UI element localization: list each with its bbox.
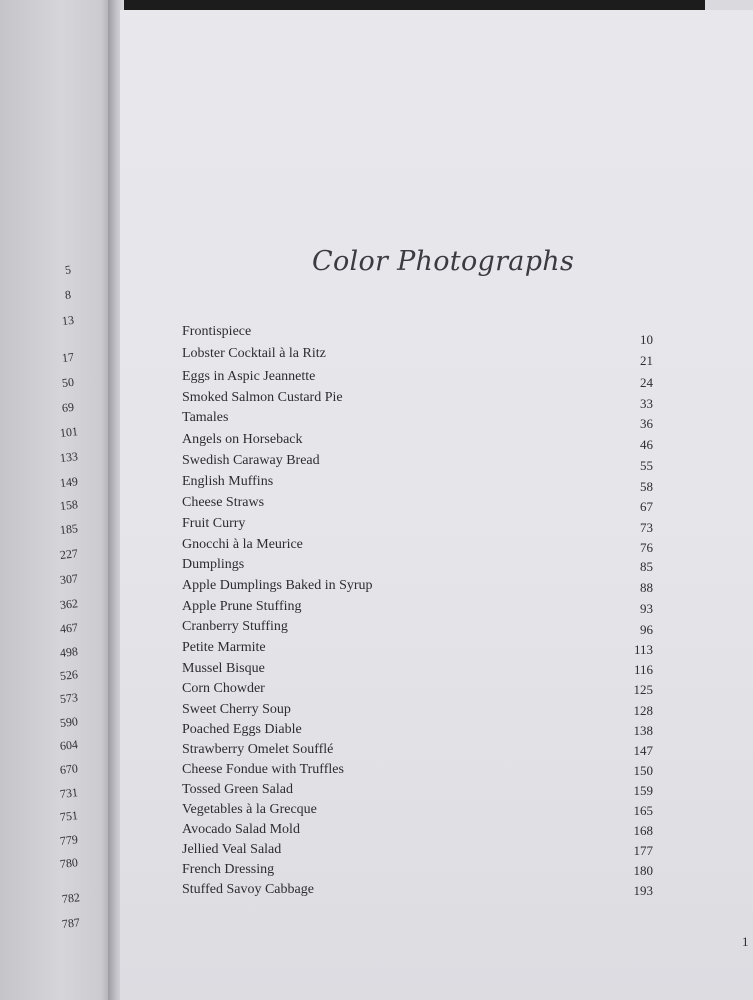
photo-entry-title: English Muffins bbox=[182, 474, 274, 489]
photo-entry-title: Sweet Cherry Soup bbox=[182, 702, 291, 717]
photo-entry-page: 10 bbox=[640, 332, 653, 347]
photo-entry-page: 33 bbox=[640, 396, 653, 411]
photo-entry-page: 168 bbox=[633, 823, 653, 838]
photo-entry-page: 93 bbox=[640, 601, 653, 616]
photo-entry-title: Lobster Cocktail à la Ritz bbox=[182, 346, 326, 361]
photo-entry-title: Smoked Salmon Custard Pie bbox=[182, 390, 343, 405]
photo-entry-title: Stuffed Savoy Cabbage bbox=[182, 882, 314, 897]
photo-entry-page: 67 bbox=[640, 499, 653, 514]
left-page-number: 50 bbox=[61, 374, 75, 390]
photo-entry-title: Frontispiece bbox=[182, 324, 252, 339]
photo-entry-page: 180 bbox=[633, 863, 653, 878]
photo-entry-page: 88 bbox=[640, 580, 653, 595]
photo-entry-title: Cheese Straws bbox=[182, 495, 265, 510]
left-page-number: 101 bbox=[59, 424, 79, 440]
photo-entry-title: Strawberry Omelet Soufflé bbox=[182, 742, 334, 757]
left-page bbox=[0, 0, 112, 1000]
photo-entry-page: 125 bbox=[633, 682, 653, 697]
page-title: Color Photographs bbox=[312, 246, 575, 277]
photo-entry-page: 128 bbox=[633, 703, 653, 718]
left-page-number: 604 bbox=[59, 737, 79, 753]
photo-entry-title: Poached Eggs Diable bbox=[182, 722, 302, 737]
photo-entry-title: Gnocchi à la Meurice bbox=[182, 537, 303, 552]
photo-entry-title: Swedish Caraway Bread bbox=[182, 453, 320, 468]
photo-entry-page: 21 bbox=[640, 353, 653, 368]
corner-page-number: 1 bbox=[742, 934, 749, 949]
photo-entry-title: Mussel Bisque bbox=[182, 661, 265, 676]
photo-entry-page: 177 bbox=[633, 843, 653, 858]
photo-entry-title: Apple Prune Stuffing bbox=[182, 599, 302, 614]
left-page-number: 185 bbox=[59, 521, 79, 537]
left-page-number: 782 bbox=[61, 890, 81, 906]
left-page-number: 158 bbox=[59, 497, 79, 513]
left-page-number: 13 bbox=[61, 312, 75, 328]
left-page-number: 17 bbox=[61, 349, 75, 365]
photo-entry-page: 85 bbox=[640, 559, 653, 574]
left-page-number: 8 bbox=[64, 287, 72, 302]
photo-entry-title: Jellied Veal Salad bbox=[182, 842, 282, 857]
photo-entry-page: 36 bbox=[640, 416, 653, 431]
left-page-number: 307 bbox=[59, 571, 79, 587]
photo-entry-title: Avocado Salad Mold bbox=[182, 822, 300, 837]
photo-entry-page: 76 bbox=[640, 540, 653, 555]
left-page-number: 780 bbox=[59, 855, 79, 871]
photo-entry-page: 24 bbox=[640, 375, 653, 390]
left-page-number: 362 bbox=[59, 596, 79, 612]
photo-entry-page: 138 bbox=[633, 723, 653, 738]
photo-entry-title: French Dressing bbox=[182, 862, 275, 877]
photo-entry-title: Tossed Green Salad bbox=[182, 782, 293, 797]
photo-entry-title: Tamales bbox=[182, 410, 229, 425]
photo-entry-page: 147 bbox=[633, 743, 653, 758]
left-page-number: 227 bbox=[59, 546, 79, 562]
photo-entry-page: 55 bbox=[640, 458, 653, 473]
left-page-number: 5 bbox=[64, 262, 72, 277]
photo-entry-title: Apple Dumplings Baked in Syrup bbox=[182, 578, 373, 593]
photo-entry-page: 116 bbox=[633, 662, 653, 677]
photo-entry-page: 113 bbox=[633, 642, 653, 657]
left-page-number: 751 bbox=[59, 808, 79, 824]
photo-entry-title: Fruit Curry bbox=[182, 516, 246, 531]
left-page-number: 526 bbox=[59, 667, 79, 683]
photo-entry-title: Eggs in Aspic Jeannette bbox=[182, 369, 316, 384]
photo-entry-title: Cranberry Stuffing bbox=[182, 619, 288, 634]
left-page-number: 787 bbox=[61, 915, 81, 931]
left-page-number: 498 bbox=[59, 644, 79, 660]
photo-entry-title: Angels on Horseback bbox=[182, 432, 303, 447]
photo-entry-page: 58 bbox=[640, 479, 653, 494]
photo-entry-title: Vegetables à la Grecque bbox=[182, 802, 317, 817]
photo-entry-title: Dumplings bbox=[182, 557, 245, 572]
photo-entry-title: Petite Marmite bbox=[182, 640, 266, 655]
photo-entry-page: 159 bbox=[633, 783, 653, 798]
left-page-number: 467 bbox=[59, 620, 79, 636]
photo-entry-page: 73 bbox=[640, 520, 653, 535]
left-page-number: 670 bbox=[59, 761, 79, 777]
left-page-number: 590 bbox=[59, 714, 79, 730]
photo-entry-page: 193 bbox=[633, 883, 653, 898]
photo-entry-title: Corn Chowder bbox=[182, 681, 265, 696]
photo-entry-page: 46 bbox=[640, 437, 653, 452]
photo-entry-title: Cheese Fondue with Truffles bbox=[182, 762, 344, 777]
left-page-number: 731 bbox=[59, 785, 79, 801]
left-page-number: 69 bbox=[61, 399, 75, 415]
photo-entry-page: 96 bbox=[640, 622, 653, 637]
left-page-number: 779 bbox=[59, 832, 79, 848]
left-page-number: 149 bbox=[59, 474, 79, 490]
left-page-number: 133 bbox=[59, 449, 79, 465]
photo-entry-page: 150 bbox=[633, 763, 653, 778]
photo-entry-page: 165 bbox=[633, 803, 653, 818]
left-page-number: 573 bbox=[59, 690, 79, 706]
